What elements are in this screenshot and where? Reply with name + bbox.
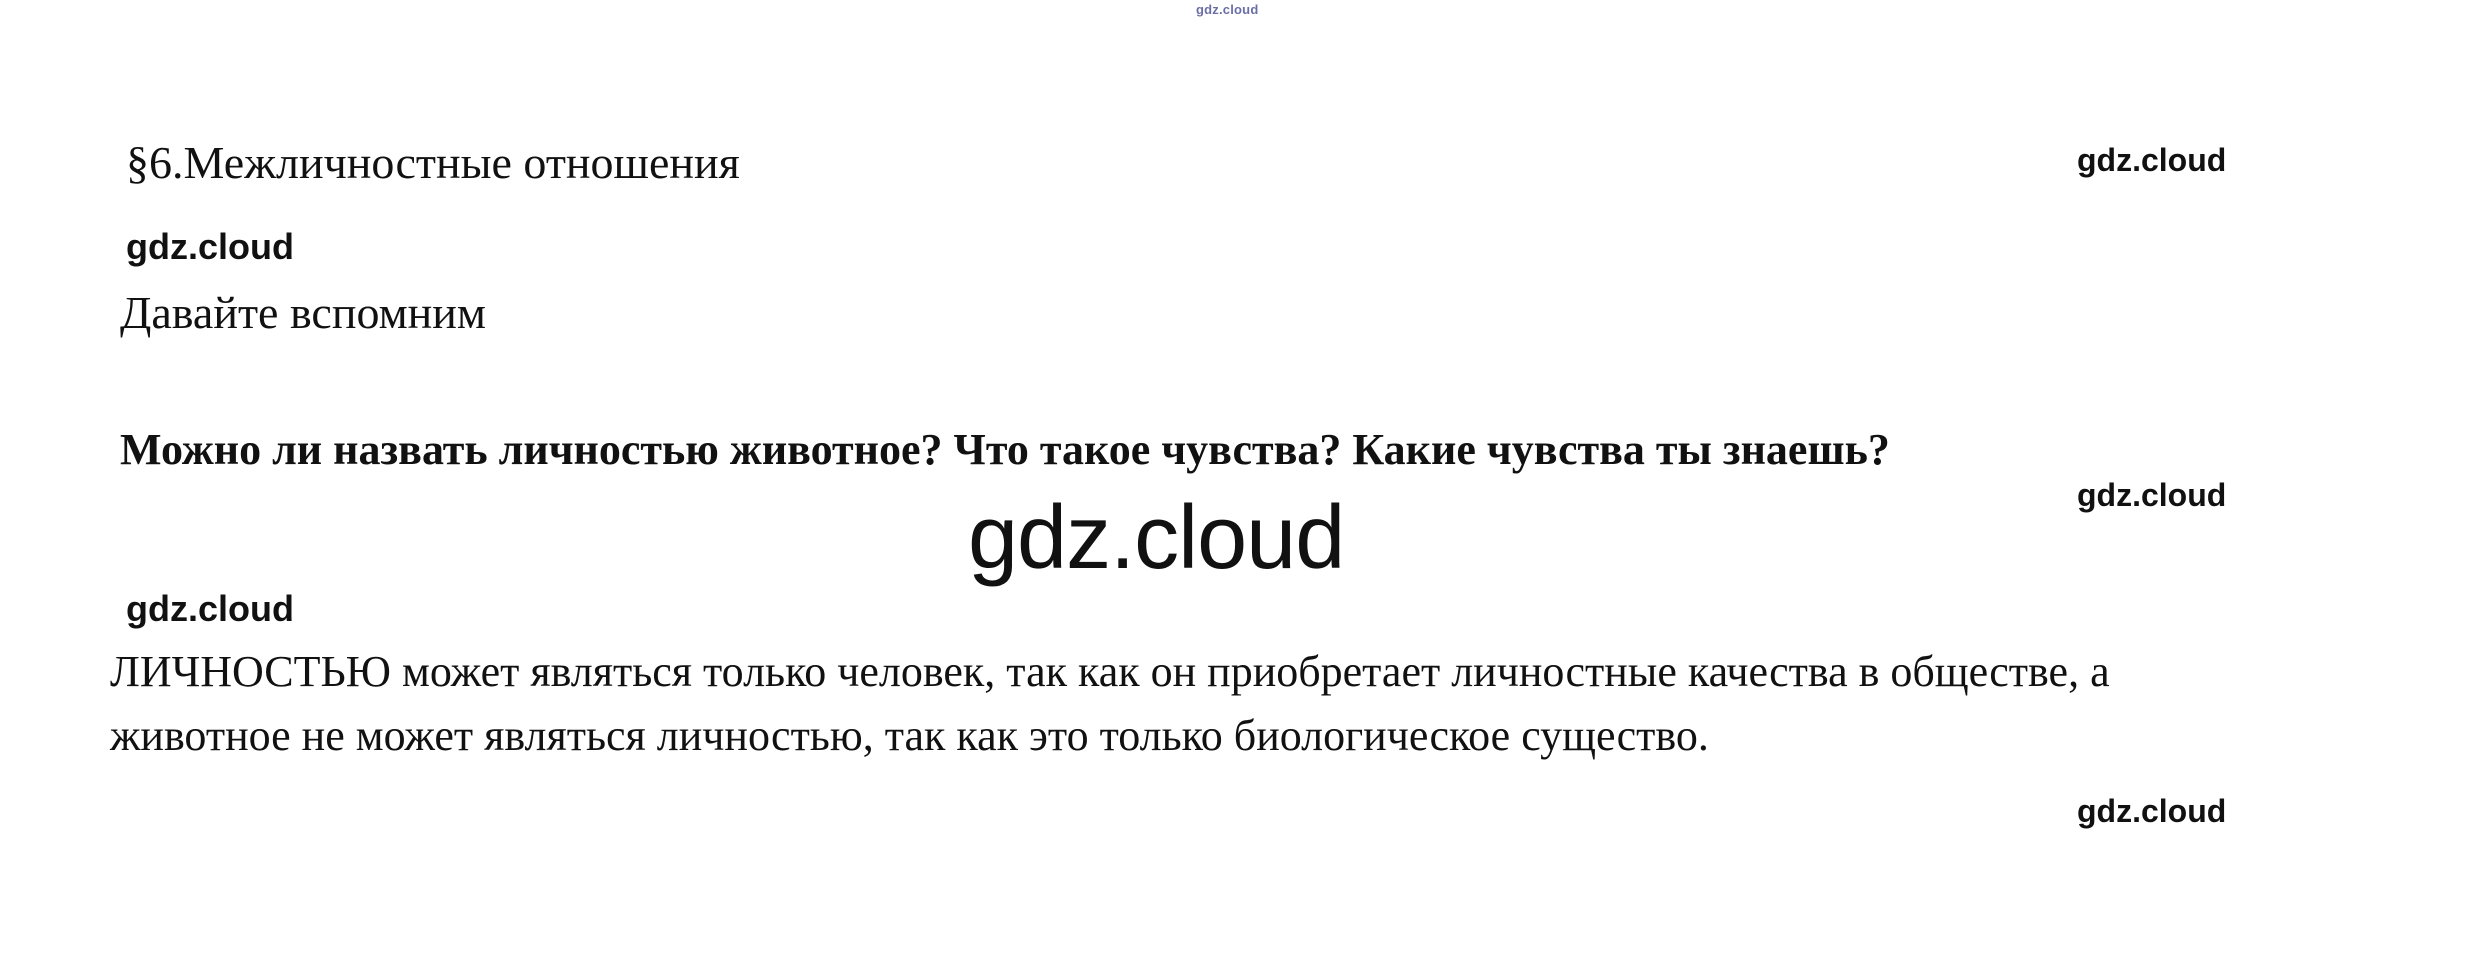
watermark-right-upper: gdz.cloud	[2077, 142, 2227, 178]
answer-text: ЛИЧНОСТЬЮ может являться только человек, так как он приобретает личностные качества в обществе, а животное не может являться личностью, так как это только биологическое существо.	[110, 647, 2110, 760]
watermark-left-lower: gdz.cloud	[126, 588, 294, 629]
watermark-center-large: gdz.cloud	[968, 488, 1345, 588]
watermark-right-middle: gdz.cloud	[2077, 477, 2227, 513]
watermark-top-small: gdz.cloud	[1196, 2, 1259, 17]
question-text: Можно ли назвать личностью животное? Что такое чувства? Какие чувства ты знаешь?	[120, 425, 1890, 474]
watermark-left-upper: gdz.cloud	[126, 226, 294, 267]
page-title: §6.Межличностные отношения	[126, 137, 740, 188]
watermark-right-lower: gdz.cloud	[2077, 793, 2227, 829]
section-subtitle: Давайте вспомним	[120, 287, 487, 338]
